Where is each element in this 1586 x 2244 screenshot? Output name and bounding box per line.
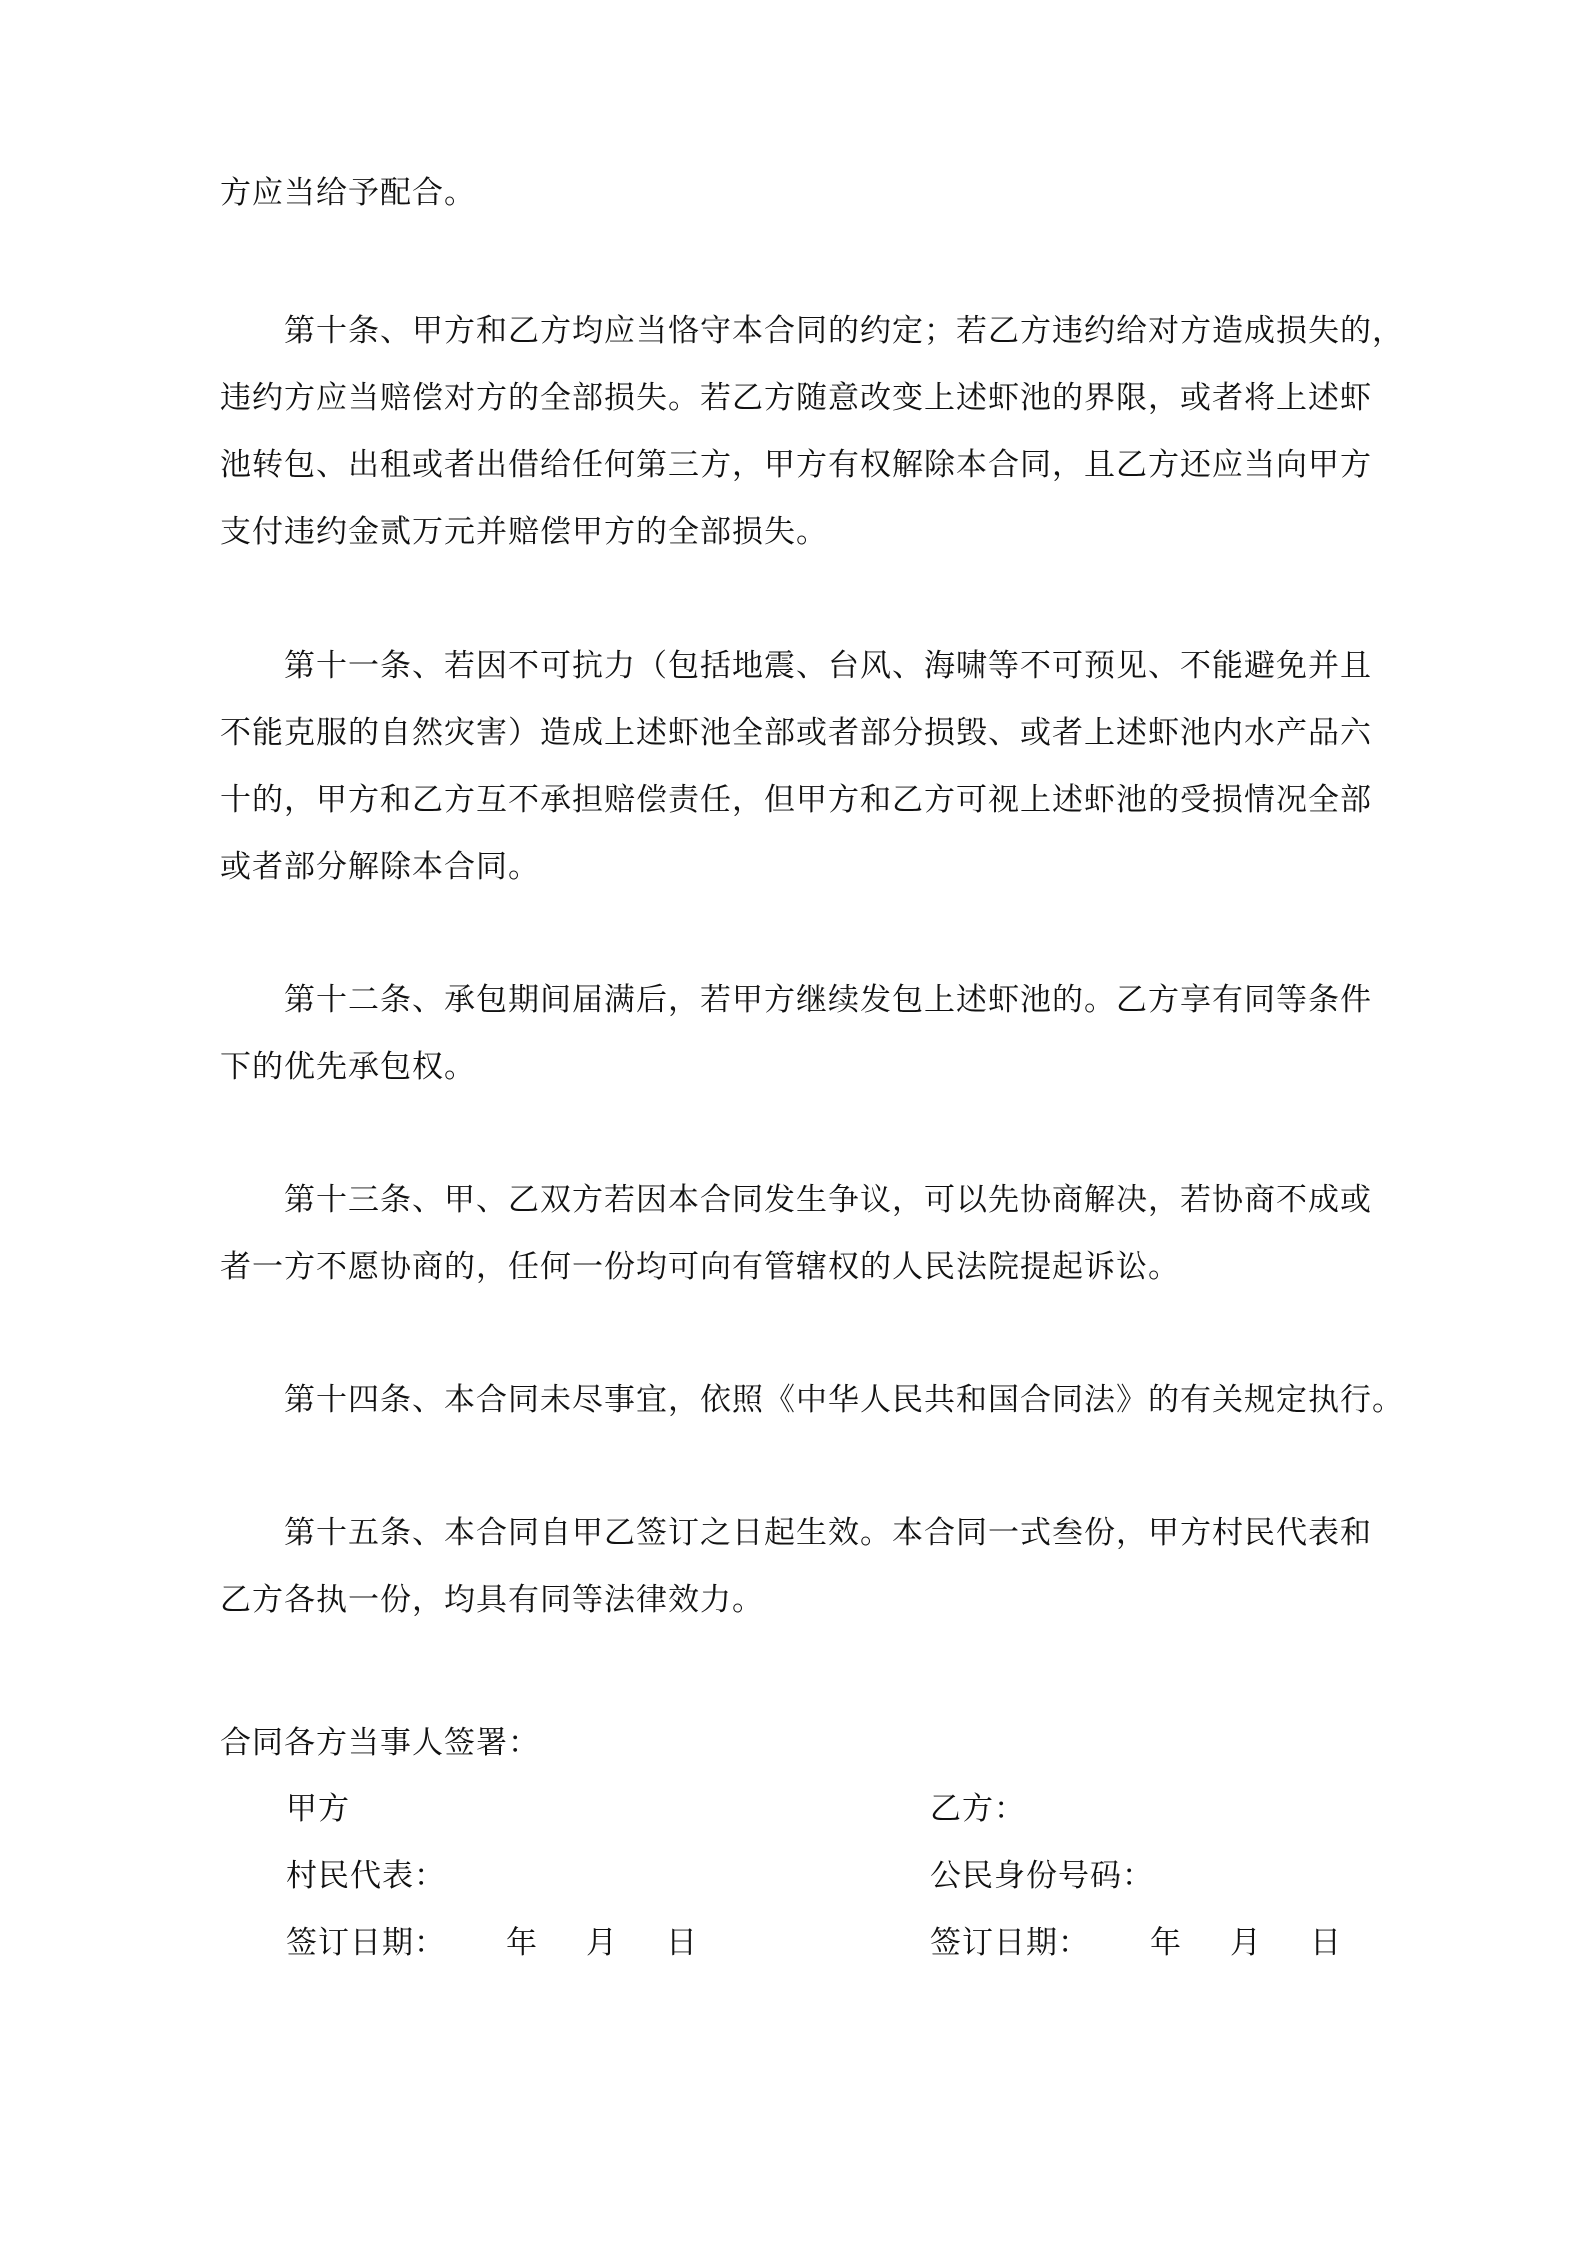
paragraph-line: 第十条、甲方和乙方均应当恪守本合同的约定；若乙方违约给对方造成损失的， [284,313,1404,349]
party-b-signature [930,1776,1390,1977]
party-a-label: 甲方 [286,1791,350,1827]
paragraph-line: 违约方应当赔偿对方的全部损失。若乙方随意改变上述虾池的界限，或者将上述虾 [220,380,1372,416]
article-12 [220,967,1380,1101]
article-15 [220,1500,1380,1634]
party-a-representative: 村民代表： [286,1858,446,1894]
party-b-date-row [930,1910,1390,1977]
paragraph-line: 池转包、出租或者出借给任何第三方，甲方有权解除本合同，且乙方还应当向甲方 [220,447,1372,483]
party-a-signature [286,1776,746,1977]
paragraph-line: 者一方不愿协商的，任何一份均可向有管辖权的人民法院提起诉讼。 [220,1249,1180,1285]
paragraph-line: 支付违约金贰万元并赔偿甲方的全部损失。 [220,514,828,550]
article-10 [220,298,1404,566]
party-b-id-number: 公民身份号码： [930,1858,1154,1894]
paragraph-line: 不能克服的自然灾害）造成上述虾池全部或者部分损毁、或者上述虾池内水产品六 [220,715,1372,751]
party-a-month: 月 [586,1925,618,1961]
party-b-day: 日 [1310,1925,1342,1961]
party-a-day: 日 [666,1925,698,1961]
paragraph-line: 第十一条、若因不可抗力（包括地震、台风、海啸等不可预见、不能避免并且 [284,648,1372,684]
party-b-year: 年 [1150,1925,1182,1961]
paragraph-continuation [220,160,1380,227]
party-b-month: 月 [1230,1925,1262,1961]
article-13 [220,1167,1380,1301]
paragraph-line: 方应当给予配合。 [220,175,476,211]
paragraph-line: 乙方各执一份，均具有同等法律效力。 [220,1582,764,1618]
article-14 [220,1367,1404,1434]
paragraph-line: 第十四条、本合同未尽事宜，依照《中华人民共和国合同法》的有关规定执行。 [284,1382,1404,1418]
party-b-label: 乙方： [930,1791,1026,1827]
paragraph-line: 第十五条、本合同自甲乙签订之日起生效。本合同一式叁份，甲方村民代表和 [284,1515,1372,1551]
paragraph-line: 或者部分解除本合同。 [220,849,540,885]
paragraph-line: 第十二条、承包期间届满后，若甲方继续发包上述虾池的。乙方享有同等条件 [284,982,1372,1018]
party-a-date-row [286,1910,746,1977]
paragraph-line: 下的优先承包权。 [220,1049,476,1085]
signature-title: 合同各方当事人签署： [220,1725,540,1761]
paragraph-line: 第十三条、甲、乙双方若因本合同发生争议，可以先协商解决，若协商不成或 [284,1182,1372,1218]
paragraph-line: 十的，甲方和乙方互不承担赔偿责任，但甲方和乙方可视上述虾池的受损情况全部 [220,782,1372,818]
article-11 [220,633,1380,901]
party-b-date-label: 签订日期： [930,1925,1090,1961]
party-a-date-label: 签订日期： [286,1925,446,1961]
party-a-year: 年 [506,1925,538,1961]
